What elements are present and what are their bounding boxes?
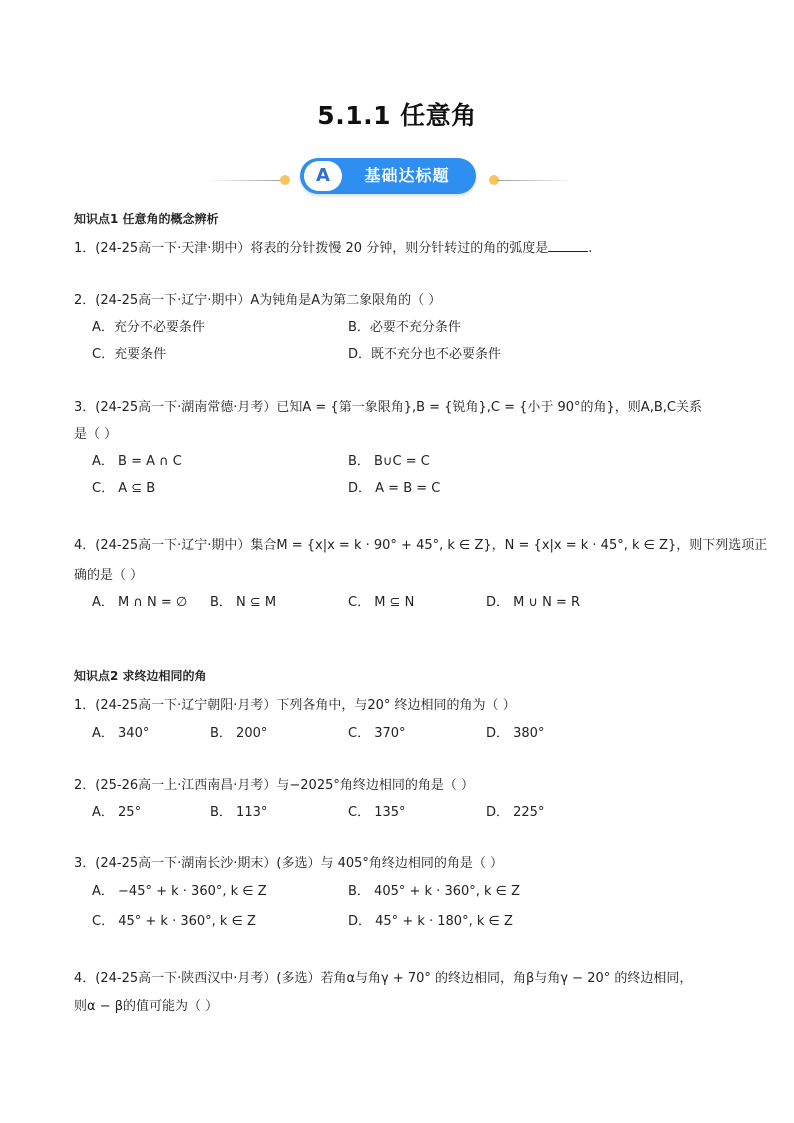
question-1-3-line1: 3．(24-25高一下·湖南常德·月考）已知A = {第一象限角},B = {锐角},C = {小于 90°的角}，则A,B,C关系 — [74, 400, 702, 415]
option-b: B． 405° + k · 360°, k ∈ Z — [348, 884, 521, 899]
option-b: B．必要不充分条件 — [348, 320, 461, 335]
section-banner — [300, 158, 476, 194]
option-b: B． 113° — [210, 805, 268, 820]
option-d: D． A = B = C — [348, 481, 441, 496]
question-1-4-line2: 确的是（ ） — [74, 568, 144, 583]
section-heading-1: 知识点1 任意角的概念辨析 — [74, 212, 219, 226]
option-b: B． 200° — [210, 726, 268, 741]
option-a: A． M ∩ N = ∅ — [92, 595, 188, 610]
section-heading-2: 知识点2 求终边相同的角 — [74, 669, 207, 683]
option-a: A． 25° — [92, 805, 142, 820]
answer-blank — [548, 239, 588, 252]
question-2-3: 3．(24-25高一下·湖南长沙·期末）(多选）与 405°角终边相同的角是（ ） — [74, 856, 504, 871]
option-c: C． 370° — [348, 726, 406, 741]
option-c: C． 45° + k · 360°, k ∈ Z — [92, 914, 256, 929]
option-d: D． 380° — [486, 726, 545, 741]
question-2-4-line2: 则α − β的值可能为（ ） — [74, 999, 219, 1014]
option-d: D． M ∪ N = R — [486, 595, 581, 610]
option-b: B． B∪C = C — [348, 454, 430, 469]
question-1-4-line1: 4．(24-25高一下·辽宁·期中）集合M = {x|x = k · 90° + 45°, k ∈ Z}，N = {x|x = k · 45°, k ∈ Z}，则下列选项正 — [74, 538, 768, 553]
option-a: A． B = A ∩ C — [92, 454, 182, 469]
banner-line-right — [497, 180, 573, 181]
question-text: 1．(24-25高一下·天津·期中）将表的分针拨慢 20 分钟，则分针转过的角的弧度是 — [74, 241, 549, 256]
banner-letter: A — [304, 161, 342, 191]
question-1-3-line2: 是（ ） — [74, 427, 118, 442]
banner-line-left — [206, 180, 284, 181]
option-c: C． A ⊆ B — [92, 481, 156, 496]
option-a: A． −45° + k · 360°, k ∈ Z — [92, 884, 267, 899]
question-1-1 — [74, 237, 592, 256]
option-c: C． 135° — [348, 805, 406, 820]
question-2-1: 1．(24-25高一下·辽宁朝阳·月考）下列各角中，与20° 终边相同的角为（ ） — [74, 698, 516, 713]
question-tail: . — [588, 241, 593, 256]
question-2-2: 2．(25-26高一上·江西南昌·月考）与−2025°角终边相同的角是（ ） — [74, 778, 474, 793]
question-2-4-line1: 4．(24-25高一下·陕西汉中·月考）(多选）若角α与角γ + 70° 的终边相同，角β与角γ − 20° 的终边相同， — [74, 971, 693, 986]
page-title: 5.1.1 任意角 — [317, 101, 477, 130]
option-c: C． M ⊆ N — [348, 595, 415, 610]
option-a: A． 340° — [92, 726, 150, 741]
option-d: D．既不充分也不必要条件 — [348, 347, 502, 362]
option-d: D． 225° — [486, 805, 545, 820]
option-b: B． N ⊆ M — [210, 595, 277, 610]
option-d: D． 45° + k · 180°, k ∈ Z — [348, 914, 513, 929]
question-1-2: 2．(24-25高一下·辽宁·期中）A为钝角是A为第二象限角的（ ） — [74, 293, 442, 308]
banner-dot-left — [280, 175, 290, 185]
banner-label: 基础达标题 — [364, 166, 450, 185]
option-a: A．充分不必要条件 — [92, 320, 205, 335]
option-c: C．充要条件 — [92, 347, 167, 362]
